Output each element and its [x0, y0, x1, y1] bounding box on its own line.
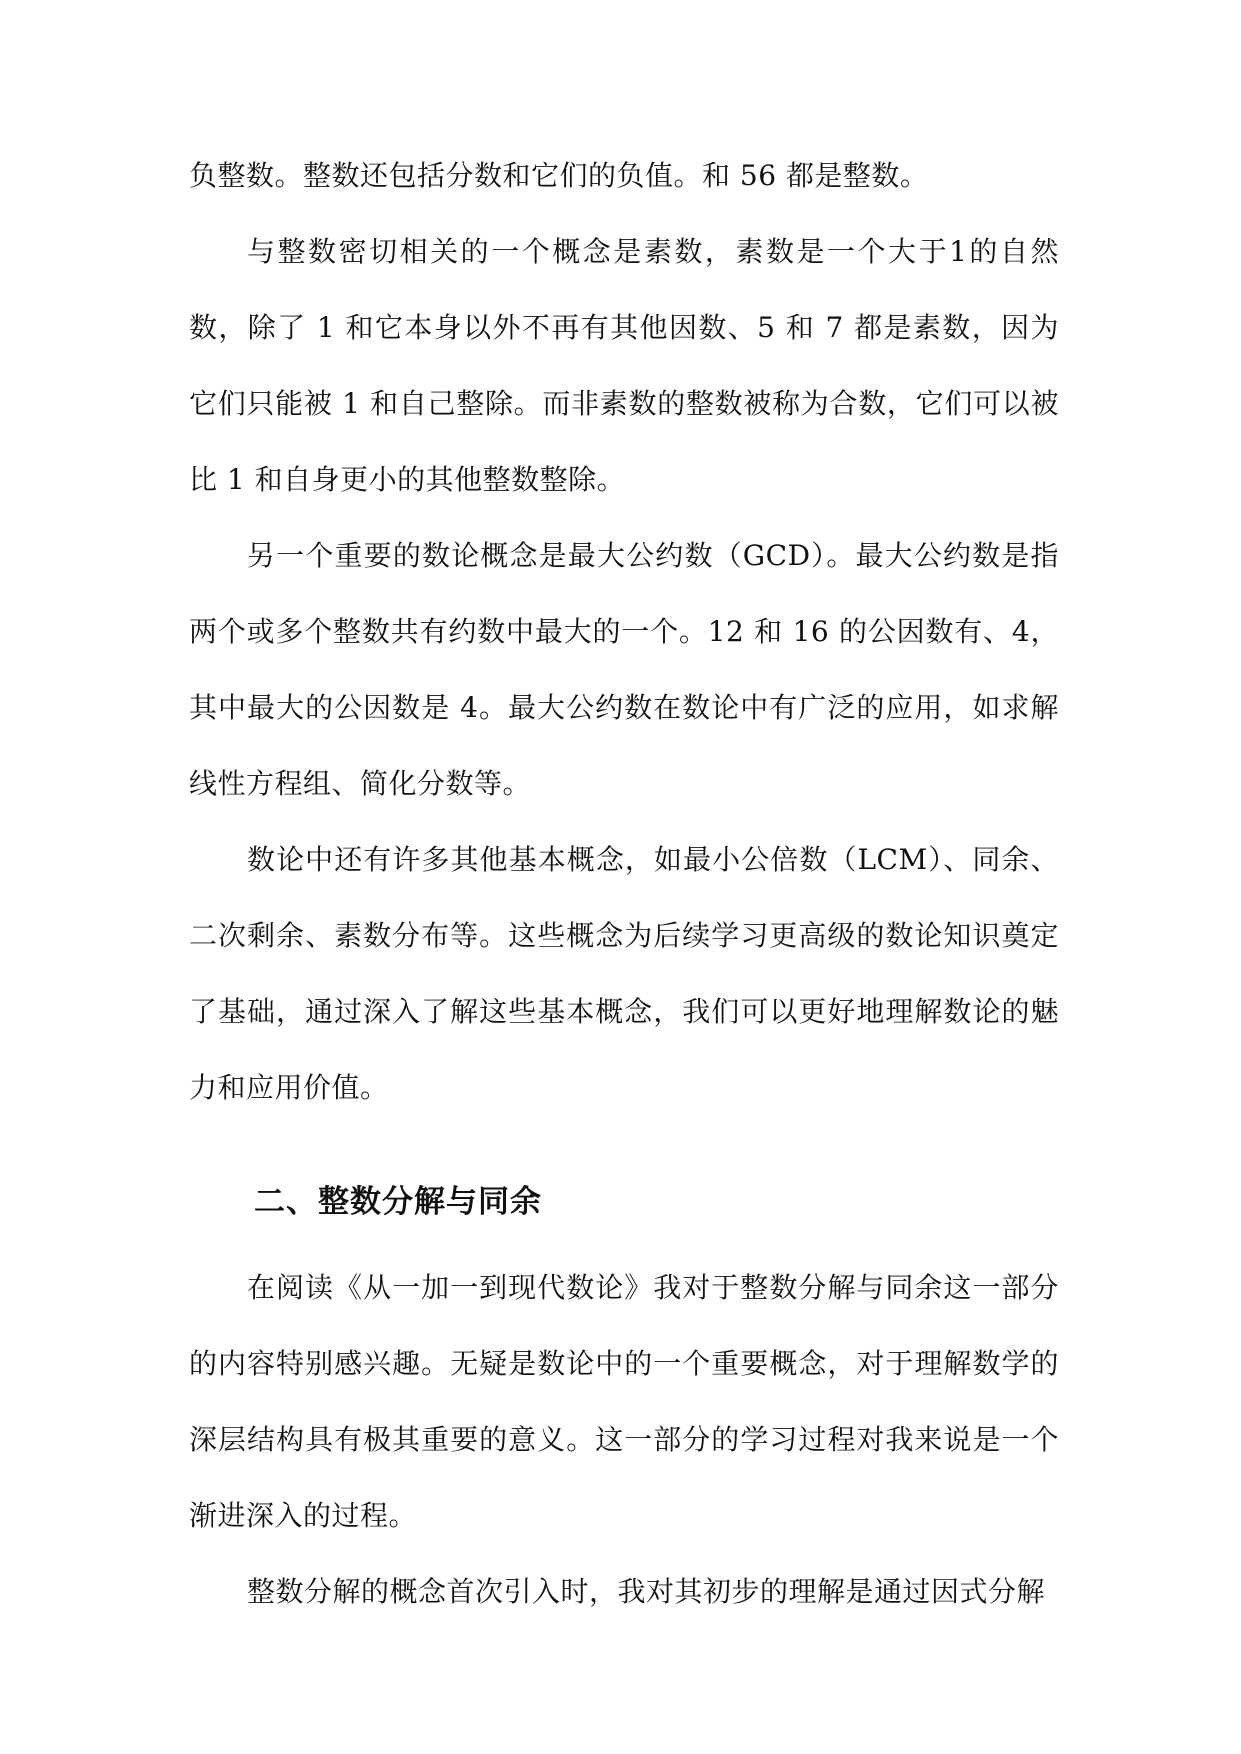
paragraph-gcd: 另一个重要的数论概念是最大公约数（GCD）。最大公约数是指两个或多个整数共有约数中最大的一个。12 和 16 的公因数有、4，其中最大的公因数是 4。最大公约数在数论中有广泛的应用，如求解线性方程组、简化分数等。: [189, 539, 1059, 800]
paragraph-other-concepts: 数论中还有许多其他基本概念，如最小公倍数（LCM）、同余、二次剩余、素数分布等。这些概念为后续学习更高级的数论知识奠定了基础，通过深入了解这些基本概念，我们可以更好地理解数论的魅力和应用价值。: [189, 843, 1059, 1104]
paragraph-factorization-intro: 在阅读《从一加一到现代数论》我对于整数分解与同余这一部分的内容特别感兴趣。无疑是数论中的一个重要概念，对于理解数学的深层结构具有极其重要的意义。这一部分的学习过程对我来说是一个渐进深入的过程。: [189, 1271, 1059, 1532]
section-heading: 二、整数分解与同余: [254, 1184, 542, 1220]
paragraph-prime-numbers: 与整数密切相关的一个概念是素数，素数是一个大于1的自然数，除了 1 和它本身以外不再有其他因数、5 和 7 都是素数，因为它们只能被 1 和自己整除。而非素数的整数被称为合数，它们可以被比 1 和自身更小的其他整数整除。: [189, 235, 1059, 496]
paragraph-continuation: 负整数。整数还包括分数和它们的负值。和 56 都是整数。: [189, 159, 929, 192]
paragraph-factorization-concept: 整数分解的概念首次引入时，我对其初步的理解是通过因式分解: [247, 1575, 1046, 1608]
document-body: [189, 138, 1059, 1630]
